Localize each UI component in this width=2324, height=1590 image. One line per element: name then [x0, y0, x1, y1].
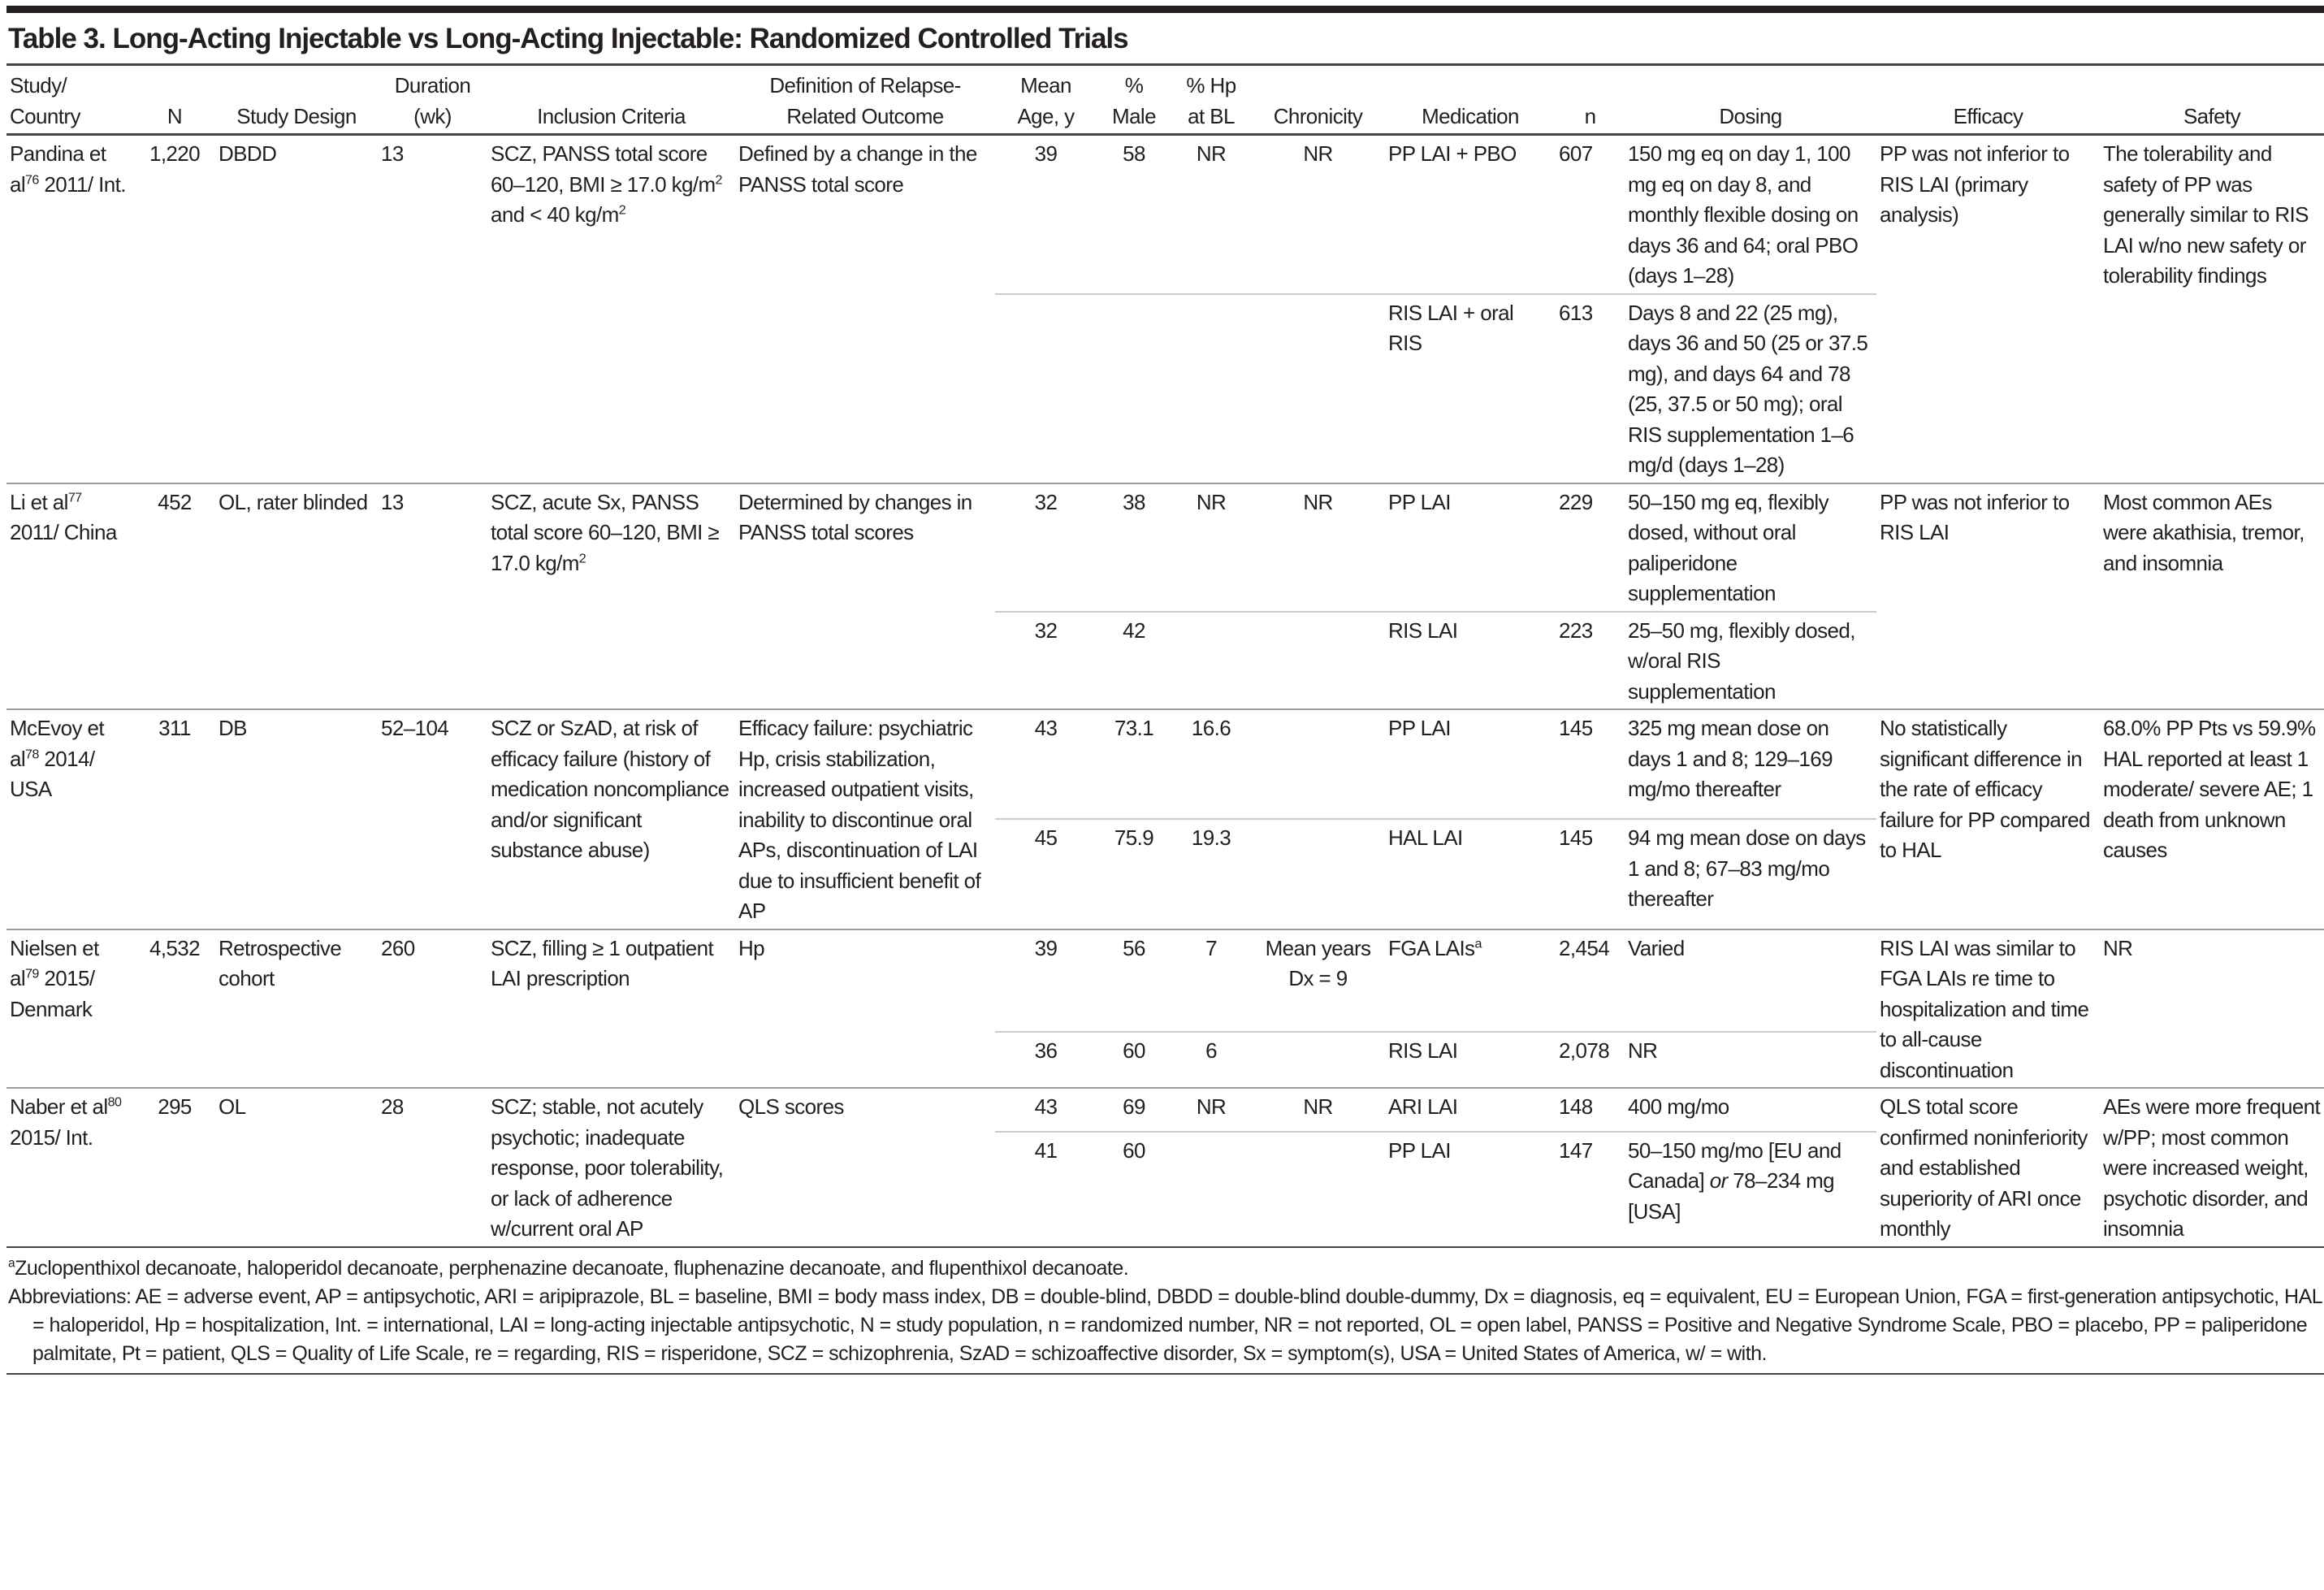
header-line-2: Study Design: [236, 103, 357, 128]
medication-cell: [1385, 1132, 1556, 1246]
table-title: Table 3. Long-Acting Injectable vs Long-Acting Injectable: Randomized Controlled Trials: [8, 23, 1128, 54]
study-row: [6, 135, 2324, 294]
trials-table: [6, 66, 2324, 1246]
efficacy-cell: [1876, 929, 2100, 1089]
text-segment: PP was not inferior to RIS LAI (primary analysis): [1880, 141, 2070, 227]
header-line-2: Related Outcome: [786, 103, 944, 128]
study-row: [6, 929, 2324, 1032]
header-line-2: Efficacy: [1953, 103, 2023, 128]
text-segment: 78–234 mg [USA]: [1628, 1168, 1834, 1224]
header-line-2: n: [1584, 103, 1596, 128]
male-cell: 38: [1097, 483, 1171, 612]
text-segment: RIS LAI: [1388, 617, 1458, 643]
column-header: [1556, 66, 1625, 135]
text-segment: Nielsen et al: [10, 935, 99, 990]
efficacy-cell: [1876, 135, 2100, 483]
header-line-1: % Hp: [1186, 73, 1236, 97]
text-segment: 2011/ Int.: [38, 171, 126, 197]
n-arm-cell: 2,454: [1556, 929, 1625, 1032]
text-segment: Hp: [738, 935, 765, 960]
text-segment: NR: [1303, 489, 1333, 514]
dosing-cell: [1625, 483, 1876, 612]
efficacy-cell: [1876, 709, 2100, 929]
medication-cell: [1385, 483, 1556, 612]
study-row: [6, 483, 2324, 612]
text-segment: SCZ, filling ≥ 1 outpatient LAI prescription: [491, 935, 714, 990]
text-segment: 94 mg mean dose on days 1 and 8; 67–83 mg/mo thereafter: [1628, 825, 1866, 912]
design-cell: OL: [215, 1088, 378, 1246]
dosing-cell: [1625, 1132, 1876, 1246]
male-cell: [1097, 294, 1171, 483]
medication-cell: [1385, 294, 1556, 483]
male-cell: 75.9: [1097, 819, 1171, 929]
n-total-cell: 295: [134, 1088, 215, 1246]
header-line-2: Age, y: [1017, 103, 1075, 128]
superscript: 77: [67, 489, 82, 505]
text-segment: QLS scores: [738, 1094, 844, 1119]
efficacy-cell: [1876, 483, 2100, 710]
study-cell: [6, 483, 134, 710]
text-segment: 2015/ Int.: [10, 1124, 93, 1150]
study-cell: [6, 929, 134, 1089]
duration-cell: 13: [381, 141, 404, 166]
text-segment: PP LAI: [1388, 716, 1451, 740]
study-row: [6, 1088, 2324, 1132]
text-segment: Defined by a change in the PANSS total score: [738, 141, 977, 197]
footnotes: [6, 1246, 2324, 1368]
table-body: [6, 135, 2324, 1246]
age-cell: 43: [995, 1088, 1097, 1132]
inclusion-cell: [487, 1088, 735, 1246]
chronicity-cell: [1251, 135, 1385, 294]
n-arm-cell: 223: [1556, 612, 1625, 710]
definition-cell: [735, 483, 995, 710]
male-cell: 60: [1097, 1132, 1171, 1246]
definition-cell: [735, 929, 995, 1089]
text-segment: NR: [1628, 1038, 1658, 1063]
text-segment: No statistically significant difference in the rate of efficacy failure for PP compared to HAL: [1880, 716, 2090, 862]
footnote-mark: a: [8, 1256, 15, 1271]
bottom-rule: [6, 1373, 2324, 1375]
header-line-2: Male: [1112, 103, 1156, 128]
chronicity-cell: [1251, 819, 1385, 929]
medication-cell: [1385, 135, 1556, 294]
n-arm-cell: 2,078: [1556, 1032, 1625, 1088]
hp-cell: 7: [1171, 929, 1251, 1032]
design-cell: OL, rater blinded: [215, 483, 378, 710]
n-arm-cell: 607: [1559, 141, 1593, 166]
study-cell: [6, 1088, 134, 1246]
n-arm-cell: 145: [1556, 819, 1625, 929]
hp-cell: NR: [1171, 483, 1251, 612]
text-segment: 68.0% PP Pts vs 59.9% HAL reported at least 1 moderate/ severe AE; 1 death from unknown causes: [2103, 716, 2316, 862]
male-cell: 56: [1097, 929, 1171, 1032]
n-arm-cell: 229: [1556, 483, 1625, 612]
text-segment: Pandina et al: [10, 141, 106, 197]
text-segment: Naber et al: [10, 1094, 108, 1119]
male-cell: 60: [1097, 1032, 1171, 1088]
text-segment: 25–50 mg, flexibly dosed, w/oral RIS supplementation: [1628, 617, 1855, 704]
header-line-2: (wk): [413, 103, 452, 128]
age-cell: 45: [995, 819, 1097, 929]
text-segment: SCZ, PANSS total score 60–120, BMI ≥ 17.0 kg/m: [491, 141, 716, 197]
superscript: a: [1474, 935, 1482, 951]
header-line-1: %: [1124, 73, 1144, 97]
column-header: [487, 66, 735, 135]
header-line-2: at BL: [1188, 103, 1235, 128]
column-header: [1251, 66, 1385, 135]
text-segment: PP was not inferior to RIS LAI: [1880, 489, 2070, 544]
superscript: 79: [25, 966, 39, 981]
hp-cell: [1171, 612, 1251, 710]
inclusion-cell: [487, 135, 735, 483]
column-header: [378, 66, 487, 135]
column-header: [995, 66, 1097, 135]
text-segment: PP LAI + PBO: [1388, 141, 1517, 166]
column-header: [1171, 66, 1251, 135]
hp-cell: 6: [1171, 1032, 1251, 1088]
inclusion-cell: [487, 709, 735, 929]
hp-cell: NR: [1196, 141, 1227, 166]
n-arm-cell: 147: [1556, 1132, 1625, 1246]
text-segment: 50–150 mg/mo [EU and Canada]: [1628, 1137, 1841, 1194]
column-header: [134, 66, 215, 135]
safety-cell: [2100, 709, 2324, 929]
safety-cell: [2100, 929, 2324, 1089]
n-arm-cell: 613: [1556, 294, 1625, 483]
dosing-cell: [1625, 294, 1876, 483]
header-line-2: Inclusion Criteria: [537, 103, 686, 128]
chronicity-cell: [1251, 1032, 1385, 1088]
study-cell: [6, 135, 134, 483]
text-segment: The tolerability and safety of PP was generally similar to RIS LAI w/no new safety or tolerability findings: [2103, 141, 2309, 288]
chronicity-cell: [1251, 612, 1385, 710]
text-segment: NR: [1303, 141, 1333, 166]
chronicity-cell: [1251, 1088, 1385, 1132]
header-line-2: Dosing: [1719, 103, 1782, 128]
column-header: [215, 66, 378, 135]
text-segment: Determined by changes in PANSS total scores: [738, 489, 972, 544]
text-segment: 325 mg mean dose on days 1 and 8; 129–169 mg/mo thereafter: [1628, 716, 1833, 801]
text-segment: NR: [1303, 1094, 1333, 1119]
male-cell: 58: [1123, 141, 1145, 166]
text-segment: QLS total score confirmed noninferiority and established superiority of ARI once monthly: [1880, 1094, 2088, 1241]
column-header: [1876, 66, 2100, 135]
hp-cell: 16.6: [1171, 709, 1251, 819]
design-cell: DBDD: [219, 141, 277, 166]
efficacy-cell: [1876, 1088, 2100, 1246]
text-segment: Li et al: [10, 489, 68, 514]
text-segment: 50–150 mg eq, flexibly dosed, without oral paliperidone supplementation: [1628, 489, 1828, 605]
duration-cell: 13: [378, 483, 487, 710]
n-total-cell: 452: [134, 483, 215, 710]
text-segment: RIS LAI was similar to FGA LAIs re time to hospitalization and time to all-cause discontinuation: [1880, 935, 2089, 1082]
dosing-cell: [1625, 1032, 1876, 1088]
age-cell: 32: [995, 483, 1097, 612]
superscript: 2: [618, 202, 626, 218]
safety-cell: [2100, 483, 2324, 710]
text-segment: Mean years Dx = 9: [1265, 935, 1371, 990]
header-line-1: Study/: [10, 73, 67, 97]
superscript: 2: [715, 171, 722, 187]
column-header: [1097, 66, 1171, 135]
age-cell: 43: [995, 709, 1097, 819]
inclusion-cell: [487, 929, 735, 1089]
design-cell: DB: [215, 709, 378, 929]
text-segment: Days 8 and 22 (25 mg), days 36 and 50 (25 or 37.5 mg), and days 64 and 78 (25, 37.5 or 50 mg); oral RIS supplementation 1–6 mg/d (days 1–28): [1628, 300, 1868, 477]
text-segment: RIS LAI + oral RIS: [1388, 300, 1514, 355]
column-header: [2100, 66, 2324, 135]
age-cell: [995, 294, 1097, 483]
n-arm-cell: 148: [1556, 1088, 1625, 1132]
column-header: [735, 66, 995, 135]
superscript: 2: [578, 550, 586, 565]
medication-cell: [1385, 612, 1556, 710]
hp-cell: [1171, 1132, 1251, 1246]
duration-cell: 260: [378, 929, 487, 1089]
medication-cell: [1385, 929, 1556, 1032]
header-line-1: Definition of Relapse-: [769, 73, 961, 97]
text-segment: 150 mg eq on day 1, 100 mg eq on day 8, and monthly flexible dosing on days 36 and 64; oral PBO (days 1–28): [1628, 141, 1859, 288]
abbreviations: Abbreviations: AE = adverse event, AP = antipsychotic, ARI = aripiprazole, BL = baseline, BMI = body mass index, DB = double-blind, DBDD = double-blind double-dummy, Dx = diagnosis, eq = equivalent, EU = European Union, FGA = first-generation antipsychotic, HAL = haloperidol, Hp = hospitalization, Int. = international, LAI = long-acting injectable antipsychotic, N = study population, n = randomized number, NR = not reported, OL = open label, PANSS = Positive and Negative Syndrome Scale, PBO = placebo, PP = paliperidone palmitate, Pt = patient, QLS = Quality of Life Scale, re = regarding, RIS = risperidone, SCZ = schizophrenia, SzAD = schizoaffective disorder, Sx = symptom(s), USA = United States of America, w/ = with.: [8, 1285, 2322, 1365]
text-segment: Most common AEs were akathisia, tremor, and insomnia: [2103, 489, 2305, 575]
chronicity-cell: [1251, 929, 1385, 1032]
chronicity-cell: [1251, 483, 1385, 612]
text-segment: RIS LAI: [1388, 1038, 1458, 1063]
design-cell: Retrospective cohort: [215, 929, 378, 1089]
header-row: [6, 66, 2324, 135]
study-row: [6, 709, 2324, 819]
duration-cell: 28: [378, 1088, 487, 1246]
header-line-2: Medication: [1422, 103, 1519, 128]
superscript: 80: [107, 1094, 122, 1110]
age-cell: 39: [1034, 141, 1058, 166]
medication-cell: [1385, 819, 1556, 929]
top-rule: [6, 6, 2324, 13]
dosing-cell: [1625, 135, 1876, 294]
text-segment: and < 40 kg/m: [491, 202, 619, 227]
age-cell: 41: [995, 1132, 1097, 1246]
text-segment: 2015/ Denmark: [10, 966, 95, 1021]
table-figure: [6, 0, 2324, 1375]
medication-cell: [1385, 1088, 1556, 1132]
header-line-2: Country: [10, 103, 80, 128]
definition-cell: [735, 1088, 995, 1246]
safety-cell: [2100, 1088, 2324, 1246]
text-segment: PP LAI: [1388, 489, 1451, 514]
male-cell: 73.1: [1097, 709, 1171, 819]
hp-cell: [1171, 294, 1251, 483]
header-line-1: Duration: [394, 73, 471, 97]
header-line-2: Safety: [2183, 103, 2241, 128]
superscript: 78: [25, 746, 39, 761]
italic-text: or: [1709, 1168, 1728, 1194]
chronicity-cell: [1251, 709, 1385, 819]
text-segment: ARI LAI: [1388, 1094, 1458, 1119]
dosing-cell: [1625, 819, 1876, 929]
definition-cell: [735, 135, 995, 483]
header-line-2: Chronicity: [1273, 103, 1363, 128]
column-header: [6, 66, 134, 135]
dosing-cell: [1625, 709, 1876, 819]
chronicity-cell: [1251, 294, 1385, 483]
dosing-cell: [1625, 929, 1876, 1032]
text-segment: SCZ, acute Sx, PANSS total score 60–120, BMI ≥ 17.0 kg/m: [491, 489, 720, 575]
male-cell: 42: [1097, 612, 1171, 710]
dosing-cell: [1625, 1088, 1876, 1132]
duration-cell: 52–104: [378, 709, 487, 929]
text-segment: McEvoy et al: [10, 716, 104, 771]
medication-cell: [1385, 1032, 1556, 1088]
text-segment: Varied: [1628, 935, 1685, 960]
text-segment: NR: [2103, 935, 2133, 960]
footnote-text: Zuclopenthixol decanoate, haloperidol decanoate, perphenazine decanoate, fluphenazine decanoate, and flupenthixol decanoate.: [15, 1256, 1129, 1280]
header-line-2: N: [167, 103, 183, 128]
chronicity-cell: [1251, 1132, 1385, 1246]
text-segment: HAL LAI: [1388, 825, 1463, 851]
text-segment: 2014/ USA: [10, 746, 95, 801]
column-header: [1385, 66, 1556, 135]
dosing-cell: [1625, 612, 1876, 710]
text-segment: Efficacy failure: psychiatric Hp, crisis stabilization, increased outpatient visits, inability to discontinue oral APs, discontinuation of LAI due to insufficient benefit of AP: [738, 716, 981, 923]
text-segment: FGA LAIs: [1388, 935, 1475, 960]
text-segment: PP LAI: [1388, 1137, 1451, 1163]
text-segment: 400 mg/mo: [1628, 1094, 1729, 1119]
header-line-1: Mean: [1020, 73, 1071, 97]
medication-cell: [1385, 709, 1556, 819]
n-total-cell: 1,220: [149, 141, 201, 166]
text-segment: AEs were more frequent w/PP; most common were increased weight, psychotic disorder, and insomnia: [2103, 1094, 2321, 1241]
superscript: 76: [25, 171, 39, 187]
n-total-cell: 4,532: [134, 929, 215, 1089]
text-segment: SCZ or SzAD, at risk of efficacy failure (history of medication noncompliance and/or significant substance abuse): [491, 716, 729, 862]
age-cell: 32: [995, 612, 1097, 710]
inclusion-cell: [487, 483, 735, 710]
hp-cell: 19.3: [1171, 819, 1251, 929]
definition-cell: [735, 709, 995, 929]
safety-cell: [2100, 135, 2324, 483]
hp-cell: NR: [1171, 1088, 1251, 1132]
male-cell: 69: [1097, 1088, 1171, 1132]
column-header: [1625, 66, 1876, 135]
study-cell: [6, 709, 134, 929]
age-cell: 36: [995, 1032, 1097, 1088]
footnote-a: [8, 1254, 2324, 1283]
n-arm-cell: 145: [1556, 709, 1625, 819]
text-segment: SCZ; stable, not acutely psychotic; inadequate response, poor tolerability, or lack of adherence w/current oral AP: [491, 1094, 724, 1241]
n-total-cell: 311: [134, 709, 215, 929]
text-segment: 2011/ China: [10, 520, 117, 544]
age-cell: 39: [995, 929, 1097, 1032]
